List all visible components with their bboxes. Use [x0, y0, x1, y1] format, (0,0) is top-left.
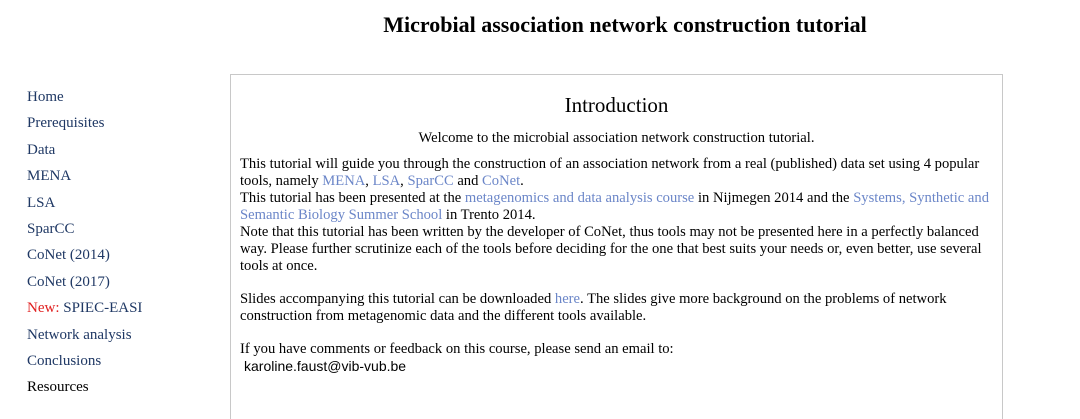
separator: , [365, 173, 373, 189]
presented-text: in Nijmegen 2014 and the [694, 190, 854, 206]
sidebar-item-conclusions[interactable]: Conclusions [27, 352, 102, 369]
lsa-link[interactable]: LSA [372, 173, 401, 189]
presented-text: This tutorial has been presented at the [240, 190, 465, 206]
feedback-text: If you have comments or feedback on this course, please send an email to: [240, 341, 674, 357]
conet-link[interactable]: CoNet [482, 173, 521, 189]
sidebar-item-prerequisites[interactable]: Prerequisites [27, 115, 105, 132]
slides-text: Slides accompanying this tutorial can be downloaded [240, 291, 555, 307]
sidebar-item-network-analysis[interactable]: Network analysis [27, 326, 132, 343]
sidebar-item-conet-2017[interactable]: CoNet (2017) [27, 273, 110, 290]
sidebar-item-mena[interactable]: MENA [27, 168, 72, 185]
slides-paragraph [240, 291, 993, 325]
sidebar-nav [27, 88, 217, 405]
contact-email: karoline.faust@vib-vub.be [244, 358, 407, 374]
new-tag: New: [27, 300, 60, 317]
sidebar-item-conet-2014[interactable]: CoNet (2014) [27, 247, 110, 264]
disclaimer-text: Note that this tutorial has been written by the developer of CoNet, thus tools may not be presented here in a perfectly balanced way. Please further scrutinize each of the tools before deciding for the one that best suits your needs or, even better, use several tools at once. [240, 224, 982, 274]
welcome-text: Welcome to the microbial association network construction tutorial. [418, 130, 815, 146]
sparcc-link[interactable]: SparCC [407, 173, 454, 189]
period: . [520, 173, 524, 189]
sidebar-item-spiec-easi[interactable] [27, 299, 217, 325]
slides-download-link[interactable]: here [554, 291, 581, 307]
presented-sentence [240, 190, 993, 224]
content-panel [230, 74, 1003, 419]
sidebar-item-home[interactable]: Home [27, 89, 64, 105]
sidebar-item-data[interactable]: Data [27, 141, 56, 158]
tools-sentence-text: This tutorial will guide you through the construction of an association network from a real (published) data set using 4 popular tools, namely [240, 156, 980, 189]
sidebar-item-sparcc[interactable]: SparCC [27, 220, 75, 237]
mena-link[interactable]: MENA [322, 173, 366, 189]
presented-text: in Trento 2014. [442, 207, 536, 223]
conjunction: and [453, 173, 483, 189]
summer-school-link[interactable]: Systems, Synthetic and Semantic Biology Summer School [240, 190, 989, 223]
sidebar-item-resources: Resources [27, 379, 89, 396]
section-heading: Introduction [564, 93, 669, 117]
course-link[interactable]: metagenomics and data analysis course [464, 190, 695, 206]
sidebar-item-label: SPIEC-EASI [63, 300, 143, 317]
page-title: Microbial association network construction tutorial [383, 12, 867, 37]
intro-paragraph [240, 156, 993, 275]
tools-sentence [240, 156, 993, 190]
sidebar-item-lsa[interactable]: LSA [27, 194, 56, 211]
slides-text: . The slides give more background on the problems of network construction from metagenomic data and the different tools available. [240, 291, 947, 324]
separator: , [400, 173, 408, 189]
